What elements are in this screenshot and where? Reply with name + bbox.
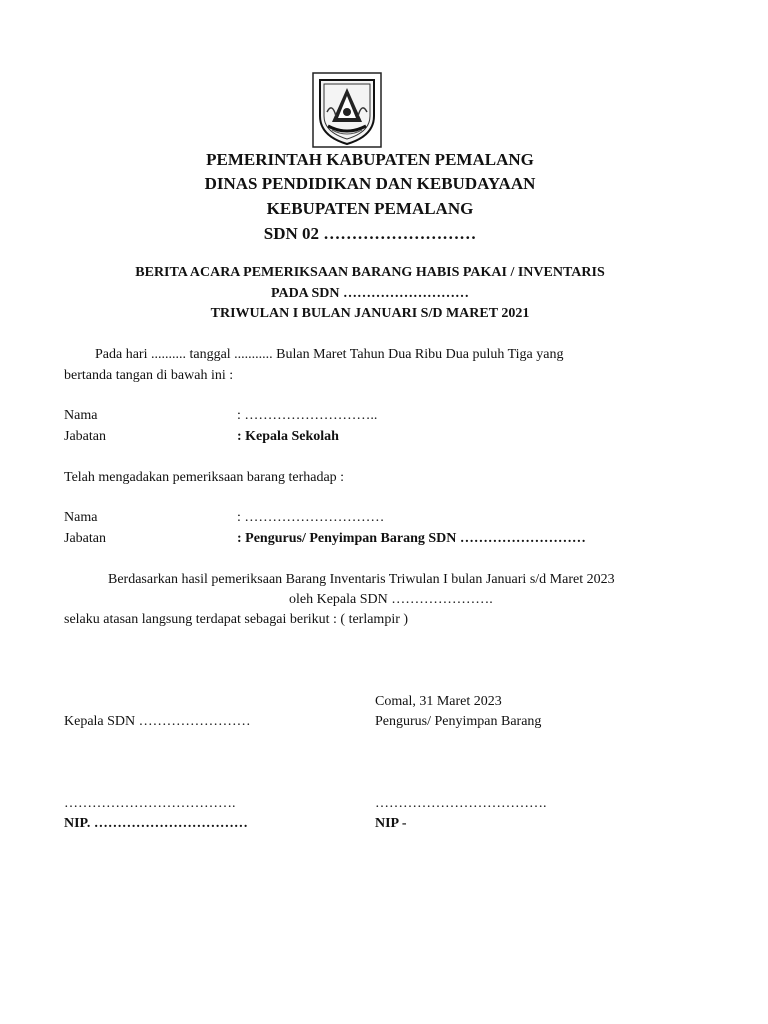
party2-name-label: Nama bbox=[64, 510, 98, 525]
header-school: SDN 02 ……………………… bbox=[263, 224, 477, 243]
intro-paragraph-line1: Pada hari .......... tanggal ........... Bulan Maret Tahun Dua Ribu Dua puluh Tiga yang bbox=[95, 347, 564, 362]
signature-left-role: Kepala SDN …………………… bbox=[64, 714, 251, 729]
document-title-school: PADA SDN ……………………… bbox=[270, 286, 470, 301]
party1-name-value: : ……………………….. bbox=[237, 408, 378, 423]
signature-right-role: Pengurus/ Penyimpan Barang bbox=[375, 714, 542, 729]
signature-left-nip: NIP. …………………………… bbox=[64, 816, 248, 831]
body-paragraph-line2: oleh Kepala SDN …………………. bbox=[289, 592, 493, 607]
party2-position-label: Jabatan bbox=[64, 531, 106, 546]
party2-name-value: : ………………………… bbox=[237, 510, 385, 525]
intro-paragraph-line2: bertanda tangan di bawah ini : bbox=[64, 368, 234, 383]
document-title: BERITA ACARA PEMERIKSAAN BARANG HABIS PAKAI / INVENTARIS bbox=[135, 265, 605, 280]
party1-position-value: : Kepala Sekolah bbox=[237, 429, 339, 444]
regency-emblem-logo bbox=[312, 72, 382, 148]
header-government: PEMERINTAH KABUPATEN PEMALANG bbox=[206, 150, 534, 169]
header-regency: KEBUPATEN PEMALANG bbox=[266, 199, 474, 218]
party1-position-label: Jabatan bbox=[64, 429, 106, 444]
party1-name-label: Nama bbox=[64, 408, 98, 423]
party2-position-value: : Pengurus/ Penyimpan Barang SDN ……………………… bbox=[237, 531, 586, 546]
signature-right-nip: NIP - bbox=[375, 816, 407, 831]
signature-left-name-line: ………………………………. bbox=[64, 796, 236, 811]
signature-place-date: Comal, 31 Maret 2023 bbox=[375, 694, 502, 709]
inspection-statement: Telah mengadakan pemeriksaan barang terhadap : bbox=[64, 470, 345, 485]
document-title-period: TRIWULAN I BULAN JANUARI S/D MARET 2021 bbox=[210, 306, 530, 321]
signature-right-name-line: ………………………………. bbox=[375, 796, 547, 811]
header-department: DINAS PENDIDIKAN DAN KEBUDAYAAN bbox=[204, 174, 536, 193]
body-paragraph-line3: selaku atasan langsung terdapat sebagai berikut : ( terlampir ) bbox=[64, 612, 409, 627]
body-paragraph-line1: Berdasarkan hasil pemeriksaan Barang Inventaris Triwulan I bulan Januari s/d Maret 2023 bbox=[108, 572, 615, 587]
